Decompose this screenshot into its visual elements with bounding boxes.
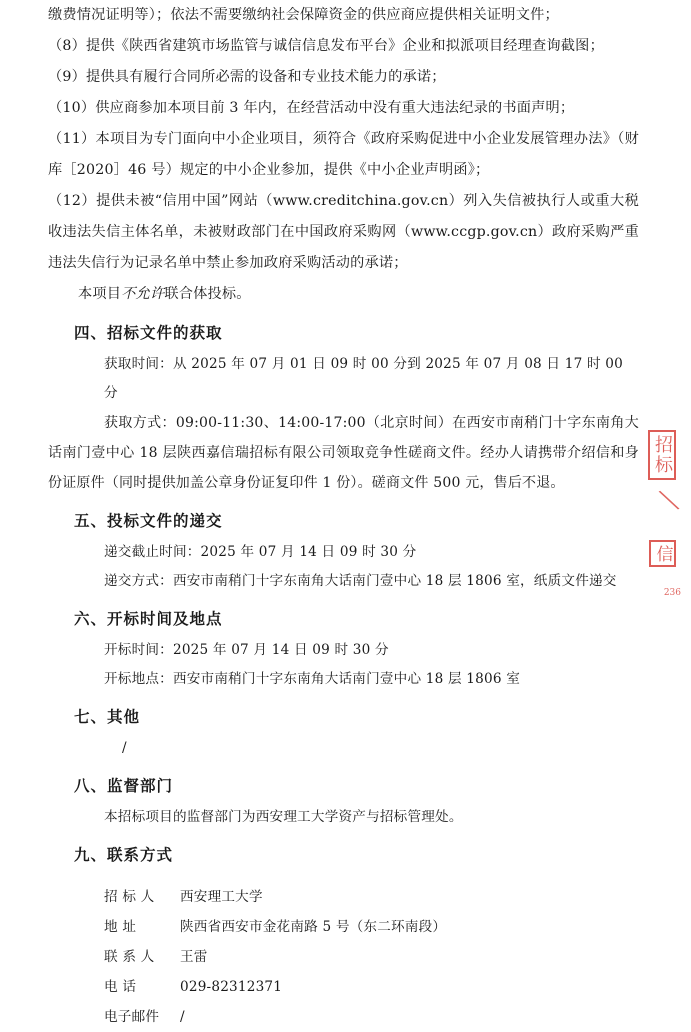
section-heading-9: 九、联系方式 [74,845,174,864]
red-seal-top [639,430,685,484]
section-heading-6: 六、开标时间及地点 [74,609,223,628]
section-4-line-2-text: 获取方式：09:00-11:30、14:00-17:00（北京时间）在西安市南稍门十字东南角大话南门壹中心 18 层陕西嘉信瑞招标有限公司领取竞争性磋商文件。经办人请携带介绍信和身份证原件（同时提供加盖公章身份证复印件 1 份）。磋商文件 500 元，售后不退。 [48,415,639,491]
contact-value: 陕西省西安市金花南路 5 号（东二环南段） [180,919,447,935]
red-seal-bottom [639,540,685,571]
contact-row [48,942,639,972]
section-8-line-1: 本招标项目的监督部门为西安理工大学资产与招标管理处。 [104,809,463,825]
contact-label: 电子邮件 [104,1009,160,1025]
section-7-line-1: / [122,740,127,756]
consortium-note [48,279,639,310]
contact-row [48,912,639,942]
seal-bottom-text: 信 [649,540,676,567]
section-5-line-1: 递交截止时间：2025 年 07 月 14 日 09 时 30 分 [104,544,417,560]
paragraph-continuation: 缴费情况证明等）；依法不需要缴纳社会保障资金的供应商应提供相关证明文件； [48,7,559,23]
paragraph-item-10: （10）供应商参加本项目前 3 年内，在经营活动中没有重大违法纪录的书面声明； [48,100,575,116]
section-6-line-2: 开标地点：西安市南稍门十字东南角大话南门壹中心 18 层 1806 室 [104,671,521,687]
contact-row [48,882,639,912]
contact-row [48,972,639,1002]
paragraph-item-8: （8）提供《陕西省建筑市场监管与诚信信息发布平台》企业和拟派项目经理查询截图； [48,38,604,54]
contact-label: 电 话 [104,979,137,995]
consortium-emphasis: 不允许 [121,286,165,302]
contact-row [48,1002,639,1032]
contact-label: 联 系 人 [104,949,155,965]
section-heading-8: 八、监督部门 [74,776,174,795]
paragraph-item-9: （9）提供具有履行合同所必需的设备和专业技术能力的承诺； [48,69,446,85]
contact-value: 西安理工大学 [180,889,263,905]
consortium-prefix: 本项目 [78,286,122,302]
section-4-line-2 [48,408,639,498]
contact-label: 地 址 [104,919,137,935]
seal-number: 236 [663,588,681,598]
seal-slash-mark: ╲ [659,486,679,514]
contact-value: 王雷 [180,949,208,965]
section-heading-7: 七、其他 [74,707,141,726]
consortium-suffix: 联合体投标。 [164,286,251,302]
section-6-line-1: 开标时间：2025 年 07 月 14 日 09 时 30 分 [104,642,389,658]
section-heading-4: 四、招标文件的获取 [74,323,223,342]
paragraph-item-11: （11）本项目为专门面向中小企业项目，须符合《政府采购促进中小企业发展管理办法》（财库［2020］46 号）规定的中小企业参加，提供《中小企业声明函》； [48,131,639,178]
paragraph-item-12: （12）提供未被“信用中国”网站（www.creditchina.gov.cn）列入失信被执行人或重大税收违法失信主体名单，未被财政部门在中国政府采购网（www.ccgp.gov.cn）政府采购严重违法失信行为记录名单中禁止参加政府采购活动的承诺； [48,193,639,271]
seal-top-text: 招标 [648,430,676,480]
contact-label: 招 标 人 [104,889,155,905]
section-4-line-1: 获取时间：从 2025 年 07 月 01 日 09 时 00 分到 2025 年 07 月 08 日 17 时 00 分 [104,356,623,401]
section-heading-5: 五、投标文件的递交 [74,511,223,530]
contact-value: 029-82312371 [180,979,283,995]
contact-value: / [180,1009,185,1025]
section-5-line-2: 递交方式：西安市南稍门十字东南角大话南门壹中心 18 层 1806 室，纸质文件递交 [104,573,617,589]
